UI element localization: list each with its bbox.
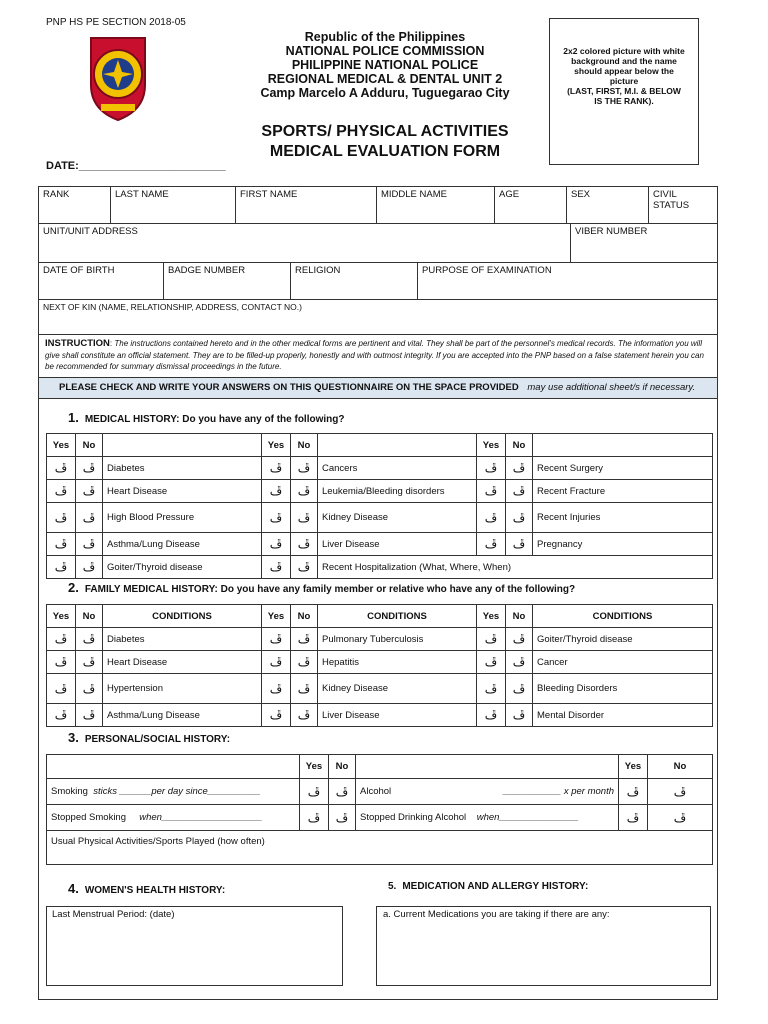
- checkbox-no[interactable]: ڦ: [76, 556, 103, 579]
- photo-line-5: (LAST, FIRST, M.I. & BELOW: [567, 86, 681, 96]
- checkbox-no[interactable]: ڦ: [506, 704, 533, 727]
- checkbox-yes[interactable]: ڦ: [47, 503, 76, 533]
- last-menstrual-period-field[interactable]: Last Menstrual Period: (date): [46, 906, 343, 986]
- photo-line-2: background and the name: [571, 56, 677, 66]
- checkbox-yes[interactable]: ڦ: [477, 503, 506, 533]
- last-name-field[interactable]: LAST NAME: [111, 187, 236, 224]
- checkbox-no[interactable]: ڦ: [291, 651, 318, 674]
- viber-number-field[interactable]: VIBER NUMBER: [571, 224, 718, 263]
- purpose-field[interactable]: PURPOSE OF EXAMINATION: [418, 263, 718, 300]
- checkbox-yes[interactable]: ڦ: [477, 674, 506, 704]
- form-title-2: MEDICAL EVALUATION FORM: [269, 143, 501, 160]
- banner-text: PLEASE CHECK AND WRITE YOUR ANSWERS ON THIS QUESTIONNAIRE ON THE SPACE PROVIDED: [59, 382, 519, 393]
- table-row: ڦ ڦ Heart Disease ڦ ڦ Leukemia/Bleeding disorders ڦ ڦ Recent Fracture: [47, 480, 713, 503]
- alcohol-detail-field[interactable]: ___________ x per month: [503, 786, 614, 797]
- checkbox-yes[interactable]: ڦ: [619, 779, 648, 805]
- checkbox-no[interactable]: ڦ: [506, 457, 533, 480]
- checkbox-yes[interactable]: ڦ: [47, 533, 76, 556]
- checkbox-no[interactable]: ڦ: [76, 674, 103, 704]
- stopped-smoking-when-field[interactable]: when___________________: [139, 812, 263, 823]
- checkbox-yes[interactable]: ڦ: [477, 457, 506, 480]
- checkbox-yes[interactable]: ڦ: [300, 779, 329, 805]
- photo-line-1: 2x2 colored picture with white: [563, 46, 685, 56]
- instruction-banner: [39, 377, 717, 399]
- unit-address-field[interactable]: UNIT/UNIT ADDRESS: [39, 224, 571, 263]
- checkbox-no[interactable]: ڦ: [291, 704, 318, 727]
- checkbox-no[interactable]: ڦ: [291, 556, 318, 579]
- checkbox-no[interactable]: ڦ: [76, 651, 103, 674]
- photo-box: [549, 18, 699, 165]
- medical-history-table: Yes No Yes No Yes No ڦ ڦ Diabetes ڦ ڦ Cancers ڦ ڦ Recent Surgery ڦ ڦ Heart Disease ڦ ڦ Leukemia/Bleeding disorders ڦ ڦ Recent Fracture ڦ ڦ High Blood Pressure ڦ ڦ Kidney Disease ڦ ڦ Recent Injuries ڦ ڦ Asthma/Lung Disease ڦ ڦ Liver Disease ڦ ڦ Pregnancy ڦ ڦ Goiter/Thyroid disease ڦ ڦ Recent Hospitalization (What, Where, When): [46, 433, 713, 579]
- religion-field[interactable]: RELIGION: [291, 263, 418, 300]
- table-row: ڦ ڦ Heart Disease ڦ ڦ Hepatitis ڦ ڦ Cancer: [47, 651, 713, 674]
- photo-line-4: picture: [609, 76, 639, 86]
- checkbox-yes[interactable]: ڦ: [262, 457, 291, 480]
- checkbox-no[interactable]: ڦ: [291, 533, 318, 556]
- checkbox-yes[interactable]: ڦ: [262, 556, 291, 579]
- family-history-table: Yes No CONDITIONS Yes No CONDITIONS Yes No CONDITIONS ڦ ڦ Diabetes ڦ ڦ Pulmonary Tuberculosis ڦ ڦ Goiter/Thyroid disease ڦ ڦ Heart Disease ڦ ڦ Hepatitis ڦ ڦ Cancer ڦ ڦ Hypertension ڦ ڦ Kidney Disease ڦ ڦ Bleeding Disorders ڦ ڦ Asthma/Lung Disease ڦ ڦ Liver Disease ڦ ڦ Mental Disorder: [46, 604, 713, 727]
- checkbox-no[interactable]: ڦ: [76, 628, 103, 651]
- photo-line-3: should appear below the: [574, 66, 674, 76]
- checkbox-no[interactable]: ڦ: [76, 457, 103, 480]
- checkbox-no[interactable]: ڦ: [291, 457, 318, 480]
- form-code: PNP HS PE SECTION 2018-05: [46, 17, 186, 28]
- usual-activities-field[interactable]: Usual Physical Activities/Sports Played (how often): [47, 831, 713, 865]
- civil-status-field[interactable]: CIVIL STATUS: [649, 187, 718, 224]
- sex-field[interactable]: SEX: [567, 187, 649, 224]
- smoking-detail-field[interactable]: sticks ______per day since__________: [93, 786, 261, 797]
- rank-field[interactable]: RANK: [39, 187, 111, 224]
- next-of-kin-field[interactable]: NEXT OF KIN (NAME, RELATIONSHIP, ADDRESS, CONTACT NO.): [39, 300, 718, 335]
- checkbox-yes[interactable]: ڦ: [262, 674, 291, 704]
- photo-line-6: IS THE RANK).: [594, 96, 654, 106]
- badge-number-field[interactable]: BADGE NUMBER: [164, 263, 291, 300]
- checkbox-no[interactable]: ڦ: [291, 480, 318, 503]
- checkbox-no[interactable]: ڦ: [648, 805, 713, 831]
- checkbox-yes[interactable]: ڦ: [262, 503, 291, 533]
- table-row: ڦ ڦ High Blood Pressure ڦ ڦ Kidney Disease ڦ ڦ Recent Injuries: [47, 503, 713, 533]
- checkbox-no[interactable]: ڦ: [329, 805, 356, 831]
- table-row: ڦ ڦ Hypertension ڦ ڦ Kidney Disease ڦ ڦ Bleeding Disorders: [47, 674, 713, 704]
- current-medications-field[interactable]: a. Current Medications you are taking if there are any:: [376, 906, 711, 986]
- checkbox-yes[interactable]: ڦ: [47, 674, 76, 704]
- age-field[interactable]: AGE: [495, 187, 567, 224]
- table-row: ڦ ڦ Asthma/Lung Disease ڦ ڦ Liver Disease ڦ ڦ Mental Disorder: [47, 704, 713, 727]
- table-row: Smoking sticks ______per day since__________ ڦ ڦ Alcohol ___________ x per month ڦ ڦ: [47, 779, 713, 805]
- table-row: ڦ ڦ Diabetes ڦ ڦ Pulmonary Tuberculosis ڦ ڦ Goiter/Thyroid disease: [47, 628, 713, 651]
- checkbox-yes[interactable]: ڦ: [47, 556, 76, 579]
- checkbox-yes[interactable]: ڦ: [477, 533, 506, 556]
- checkbox-yes[interactable]: ڦ: [619, 805, 648, 831]
- checkbox-no[interactable]: ڦ: [291, 628, 318, 651]
- checkbox-no[interactable]: ڦ: [329, 779, 356, 805]
- instruction-text: The instructions contained hereto and in the other medical forms are pertinent and vital. They shall be part of the personnel's medical records. The information you will give shall constitute an official statement. They are to be filled-up properly, honestly and with outmost integrity. If you are accepted into the PNP based on a false statement herein you can be recommended for summary dismissal proceedings in the future.: [45, 339, 704, 371]
- checkbox-yes[interactable]: ڦ: [477, 628, 506, 651]
- section-5-heading: 5. MEDICATION AND ALLERGY HISTORY:: [388, 881, 589, 892]
- checkbox-yes[interactable]: ڦ: [47, 704, 76, 727]
- form-title-1: SPORTS/ PHYSICAL ACTIVITIES: [261, 123, 509, 140]
- checkbox-yes[interactable]: ڦ: [262, 533, 291, 556]
- checkbox-yes[interactable]: ڦ: [47, 628, 76, 651]
- checkbox-yes[interactable]: ڦ: [262, 628, 291, 651]
- banner-note: may use additional sheet/s if necessary.: [527, 382, 696, 393]
- checkbox-no[interactable]: ڦ: [291, 503, 318, 533]
- checkbox-no[interactable]: ڦ: [506, 674, 533, 704]
- table-row: ڦ ڦ Asthma/Lung Disease ڦ ڦ Liver Disease ڦ ڦ Pregnancy: [47, 533, 713, 556]
- section-3-heading: 3. PERSONAL/SOCIAL HISTORY:: [68, 730, 231, 745]
- section-4-heading: 4. WOMEN'S HEALTH HISTORY:: [68, 881, 226, 896]
- checkbox-yes[interactable]: ڦ: [300, 805, 329, 831]
- checkbox-no[interactable]: ڦ: [506, 651, 533, 674]
- section-2-heading: 2. FAMILY MEDICAL HISTORY: Do you have any family member or relative who have any of the following?: [68, 580, 576, 595]
- date-of-birth-field[interactable]: DATE OF BIRTH: [39, 263, 164, 300]
- table-row: ڦ ڦ Goiter/Thyroid disease ڦ ڦ Recent Hospitalization (What, Where, When): [47, 556, 713, 579]
- checkbox-no[interactable]: ڦ: [506, 480, 533, 503]
- checkbox-no[interactable]: ڦ: [648, 779, 713, 805]
- checkbox-yes[interactable]: ڦ: [477, 704, 506, 727]
- checkbox-yes[interactable]: ڦ: [262, 651, 291, 674]
- checkbox-no[interactable]: ڦ: [76, 503, 103, 533]
- checkbox-yes[interactable]: ڦ: [262, 480, 291, 503]
- checkbox-no[interactable]: ڦ: [76, 480, 103, 503]
- checkbox-yes[interactable]: ڦ: [477, 651, 506, 674]
- checkbox-no[interactable]: ڦ: [291, 674, 318, 704]
- pnp-seal-logo: [83, 30, 153, 122]
- header-line-5: Camp Marcelo A Adduru, Tuguegarao City: [260, 86, 510, 100]
- checkbox-yes[interactable]: ڦ: [47, 457, 76, 480]
- instruction-label: INSTRUCTION: [45, 338, 110, 349]
- checkbox-no[interactable]: ڦ: [76, 533, 103, 556]
- header-line-4: REGIONAL MEDICAL & DENTAL UNIT 2: [267, 72, 503, 86]
- checkbox-yes[interactable]: ڦ: [47, 651, 76, 674]
- checkbox-yes[interactable]: ڦ: [477, 480, 506, 503]
- first-name-field[interactable]: FIRST NAME: [236, 187, 377, 224]
- checkbox-yes[interactable]: ڦ: [47, 480, 76, 503]
- social-history-table: Yes No Yes No Smoking sticks ______per day since__________ ڦ ڦ Alcohol ___________ x per month ڦ ڦ Stopped Smoking when___________________ ڦ ڦ Stopped Drinking Alcohol when_______________ ڦ ڦ Usual Physical Activities/Sports Played (how often): [46, 754, 713, 865]
- checkbox-no[interactable]: ڦ: [506, 533, 533, 556]
- instruction-block: INSTRUCTION: The instructions contained hereto and in the other medical forms are pertinent and vital. They shall be part of the personnel's medical records. The information you will give shall constitute an official statement. They are to be filled-up properly, honestly and with outmost integrity. If you are accepted into the PNP based on a false statement herein you can be recommended for summary dismissal proceedings in the future.: [45, 338, 704, 371]
- checkbox-yes[interactable]: ڦ: [262, 704, 291, 727]
- stopped-drinking-when-field[interactable]: when_______________: [476, 812, 579, 823]
- middle-name-field[interactable]: MIDDLE NAME: [377, 187, 495, 224]
- checkbox-no[interactable]: ڦ: [506, 628, 533, 651]
- date-field[interactable]: DATE:________________________: [46, 160, 226, 172]
- section-1-heading: 1. MEDICAL HISTORY: Do you have any of the following?: [68, 410, 345, 425]
- header-line-1: Republic of the Philippines: [304, 30, 466, 44]
- checkbox-no[interactable]: ڦ: [506, 503, 533, 533]
- table-row: ڦ ڦ Diabetes ڦ ڦ Cancers ڦ ڦ Recent Surgery: [47, 457, 713, 480]
- header-line-3: PHILIPPINE NATIONAL POLICE: [291, 58, 479, 72]
- checkbox-no[interactable]: ڦ: [76, 704, 103, 727]
- header-line-2: NATIONAL POLICE COMMISSION: [285, 44, 485, 58]
- table-row: Stopped Smoking when___________________ ڦ ڦ Stopped Drinking Alcohol when_______________ ڦ ڦ: [47, 805, 713, 831]
